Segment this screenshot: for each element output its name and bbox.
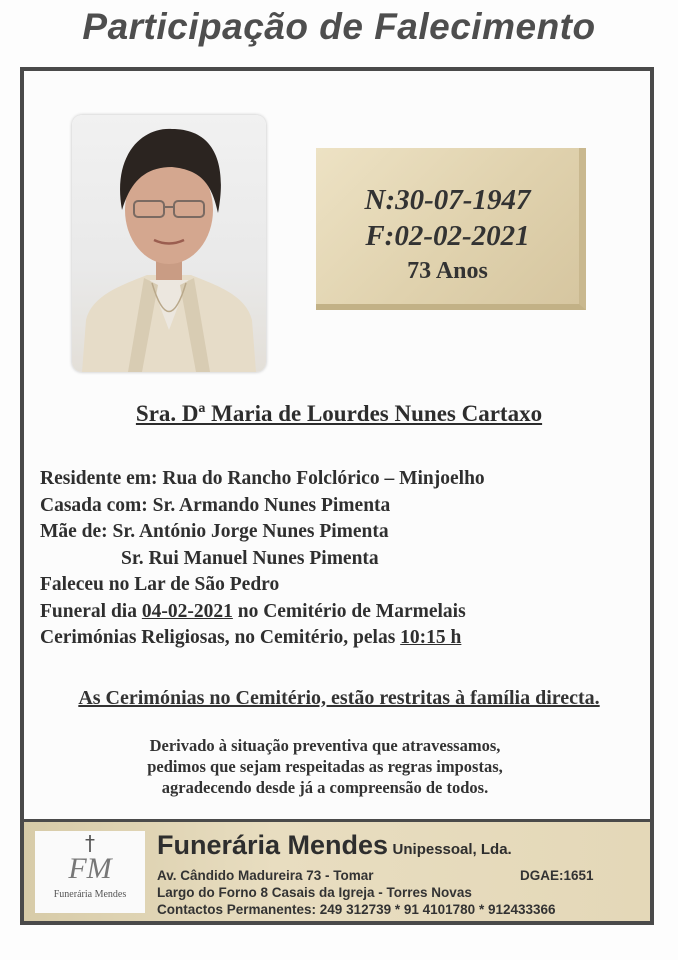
company-name-line	[157, 830, 512, 861]
restriction-note: As Cerimónias no Cemitério, estão restritas à família directa.	[78, 687, 600, 709]
notice-text	[0, 735, 650, 798]
company-suffix: Unipessoal, Lda.	[392, 841, 512, 858]
logo-monogram: FM	[68, 852, 112, 885]
child-line: Sr. Rui Manuel Nunes Pimenta	[121, 547, 379, 569]
death-date: F:02-02-2021	[365, 220, 530, 252]
birth-date: N:30-07-1947	[364, 184, 531, 216]
funeral-prefix: Funeral dia	[40, 600, 142, 622]
contacts-line: Contactos Permanentes: 249 312739 * 91 4101780 * 912433366	[157, 902, 556, 917]
married-line: Casada com: Sr. Armando Nunes Pimenta	[40, 494, 391, 516]
page-title: Participação de Falecimento	[82, 6, 596, 47]
notice-line: agradecendo desde já a compreensão de todos.	[161, 778, 489, 797]
funeral-home-logo	[35, 831, 145, 913]
dgae-number: DGAE:1651	[520, 868, 594, 883]
ceremony-line	[40, 625, 485, 652]
address-torres-novas: Largo do Forno 8 Casais da Igreja - Torres Novas	[157, 885, 472, 900]
died-at-line: Faleceu no Lar de São Pedro	[40, 574, 280, 595]
age: 73 Anos	[407, 258, 488, 284]
ceremony-prefix: Cerimónias Religiosas, no Cemitério, pelas	[40, 627, 401, 648]
dates-plaque	[316, 148, 586, 310]
ceremony-time: 10:15 h	[400, 627, 462, 648]
funeral-date: 04-02-2021	[141, 600, 233, 622]
cross-icon: †	[85, 831, 95, 855]
logo-name: Funerária Mendes	[53, 889, 127, 900]
notice-line: pedimos que sejam respeitadas as regras impostas,	[147, 757, 503, 776]
deceased-name: Sra. Dª Maria de Lourdes Nunes Cartaxo	[135, 401, 543, 426]
funeral-line	[40, 599, 485, 626]
funeral-suffix: no Cemitério de Marmelais	[232, 600, 466, 622]
residence-line: Residente em: Rua do Rancho Folclórico – Minjoelho	[40, 468, 485, 489]
mother-of-line: Mãe de: Sr. António Jorge Nunes Pimenta	[40, 521, 389, 542]
portrait-image	[72, 115, 266, 372]
notice-line: Derivado à situação preventiva que atravessamos,	[149, 736, 501, 755]
address-tomar: Av. Cândido Madureira 73 - Tomar	[157, 868, 374, 883]
company-name: Funerária Mendes	[157, 830, 389, 860]
portrait-photo	[72, 115, 266, 372]
details-block	[40, 466, 485, 652]
